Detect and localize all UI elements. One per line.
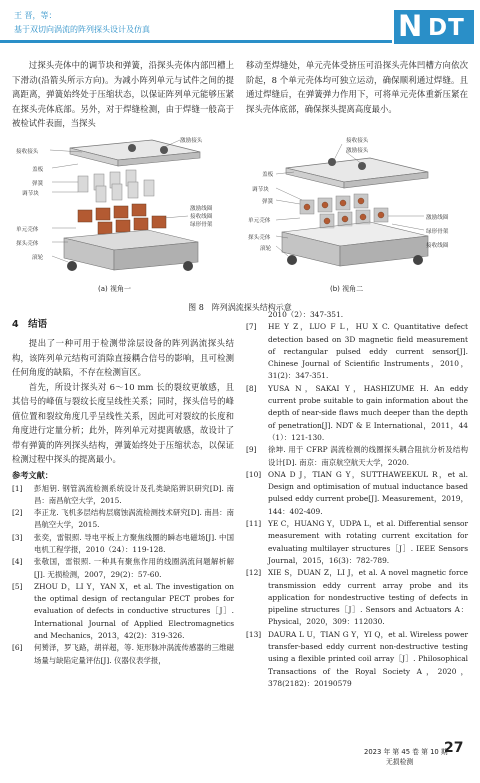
logo-dt: DT <box>428 15 465 41</box>
reference-item: [5] ZHOU D，LI Y，YAN X，et al. The investigation on the optimal design of rectangular PECT probes for evaluation of defects in conductive structures［J］. International Journal of Applied Electromagnetics and Mechanics，2013，42(2)：319-326. <box>12 581 234 641</box>
label-b-adjust: 调节块 <box>252 187 269 193</box>
figure-caption: 图 8 阵列涡流探头结构示意 <box>188 303 292 312</box>
reference-item: 2010（2）：347-351. <box>268 310 344 319</box>
label-b-coil2: 接收线圈 <box>426 243 449 249</box>
journal-logo <box>394 10 474 44</box>
reference-item: [6] 何赟泽，罗飞路，胡祥超，等. 矩形脉冲涡流传感器的三维磁场量与缺陷定量评估[J]. 仪器仪表学报， <box>12 643 234 665</box>
label-b-coil: 激励线圈 <box>426 215 449 221</box>
page-number: 27 <box>444 740 464 756</box>
references-left-list <box>12 483 234 667</box>
header-rule <box>0 40 392 43</box>
label-b-spring: 弹簧 <box>262 199 274 205</box>
label-a-coil2: 接收线圈 <box>190 214 213 220</box>
label-b-excite: 激励接头 <box>346 148 369 154</box>
reference-item: [2] 李正龙. 飞机多层结构层腐蚀涡流检测技术研究[D]. 南昌：南昌航空大学，2015. <box>12 508 234 530</box>
label-a-ferrite: 绿形骨架 <box>190 222 213 228</box>
label-b-receive: 接收接头 <box>346 138 369 144</box>
label-b-unit-shell: 单元壳体 <box>248 218 271 224</box>
conclusion-para-2: 首先，所设计探头对 6～10 mm 长的裂纹更敏感，且其信号的峰值与裂纹长度呈线性关系；同时，探头信号的峰值位置和裂纹角度几乎呈线性关系，因此可对裂纹的长度和角度进行定量分析；此外，阵列单元对提离敏感，故设计了带有弹簧的阵列探头结构，弹簧始终处于压缩状态，以保证检测过程中探头的提离最小。 <box>12 381 234 464</box>
references-right-list <box>246 309 468 690</box>
page-header <box>0 0 480 56</box>
reference-item: [8] YUSA N，SAKAI Y，HASHIZUME H. An eddy current probe suitable to gain information about the depth of near-side flaws much deeper than the depth of penetration[J]. NDT & E International，2011，44（1）：121-130. <box>246 383 468 442</box>
reference-item: [7] HE Y Z，LUO F L，HU X C. Quantitative defect detection based on 3D magnetic field measurement of rectangular pulsed eddy current sensor[J]. Chinese Journal of Scientific Instruments，2010，31(2)：347-351. <box>246 322 468 381</box>
label-a-probe-shell: 探头壳体 <box>16 241 39 247</box>
section-heading: 4 结语 <box>12 319 48 330</box>
header-authors: 王 晋，等： <box>14 11 57 20</box>
reference-item: [1] 彭旭钥. 钢管涡流检测系统设计及孔类缺陷辨识研究[D]. 南昌：南昌航空大学，2015. <box>12 483 234 505</box>
logo-n: N <box>398 9 423 43</box>
body-right-top: 移动至焊缝处，单元壳体受挤压可沿探头壳体凹槽方向依次阶起，8 个单元壳体均可独立运动，确保顺利通过焊缝。且通过焊缝后，在弹簧弹力作用下，可将单元壳体重新压紧在探头壳体底部，确保探头提离高度最小。 <box>246 60 468 114</box>
reference-item: [11] YE C，HUANG Y，UDPA L，et al. Differential sensor measurement with rotating current excitation for evaluating multilayer structures［J］. IEEE Sensors Journal，2015，16(3)：782-789. <box>246 519 468 565</box>
label-a-roller: 滚轮 <box>32 255 44 261</box>
footer-journal: 无损检测 <box>386 758 414 766</box>
label-a-excite: 激励接头 <box>180 138 203 144</box>
label-a-spring: 弹簧 <box>32 181 44 187</box>
label-a-cover: 盖板 <box>32 167 44 173</box>
label-a-unit-shell: 单元壳体 <box>16 227 39 233</box>
reference-item: [13] DAURA L U，TIAN G Y，YI Q，et al. Wireless power transfer-based eddy current non-destructive testing using a flexible printed coil array［J］. Philosophical Transactions of the Royal Society A，2020，378(2182)：20190579 <box>246 629 468 688</box>
references-heading: 参考文献： <box>12 469 53 480</box>
left-column <box>12 316 234 667</box>
reference-item: [4] 张敬国，雷银照. 一种具有聚焦作用的线圈涡流问题解析解[J]. 无损检测，2007，29(2)：57-60. <box>12 557 234 579</box>
reference-item: [12] XIE S，DUAN Z，LI J，et al. A novel magnetic force transmission eddy current array probe and its application for nondestructive testing of defects in pipeline structures［J］. Sensors and Actuators A：Physical，2020，309：112030. <box>246 568 468 627</box>
label-a-coil1: 激励线圈 <box>190 206 213 212</box>
label-b-roller: 滚轮 <box>260 246 272 252</box>
figure-8 <box>12 138 468 312</box>
label-a-adjust: 调节块 <box>22 191 39 197</box>
label-b-cover: 盖板 <box>262 172 274 178</box>
subcaption-b: (b) 视角二 <box>330 285 364 293</box>
reference-item: [9] 徐坤. 用于 CFRP 涡流检测的线圈探头耦合阻抗分析及结构设计[D]. 南京：南京航空航天大学，2020. <box>246 445 468 467</box>
label-b-ferrite: 绿形骨架 <box>426 229 449 235</box>
conclusion-para-1: 提出了一种可用于检测带涂层设备的阵列涡流探头结构，该阵列单元结构可消除直接耦合信号的影响，且可检测任何角度的缺陷，不存在检测盲区。 <box>12 338 234 377</box>
header-title: 基于双切向涡流的阵列探头设计及仿真 <box>14 25 150 34</box>
subcaption-a: (a) 视角一 <box>98 285 131 293</box>
label-a-receive: 接收接头 <box>16 149 39 155</box>
reference-item: [3] 张奕，雷银照. 导电平板上方聚焦线圈的瞬态电磁场[J]. 中国电机工程学报，2010（24）：119-128. <box>12 532 234 554</box>
body-left-top: 过探头壳体中的调节块和弹簧，沿探头壳体内部凹槽上下滑动(沿箭头所示方向)。为减小阵列单元与试件之间的提离距离，弹簧始终处于压缩状态，以保证阵列单元能够压紧在探头壳体底部。另外，对于焊缝检测，由于焊缝一般高于被检试件表面，当探头 <box>12 60 234 128</box>
label-b-probe-shell: 探头壳体 <box>248 235 271 241</box>
page-footer <box>364 740 470 770</box>
reference-item: [10] ONA D J，TIAN G Y，SUTTHAWEEKUL R，et al. Design and optimisation of mutual inductance based pulsed eddy current probe[J]. Measurement，2019，144：402-409. <box>246 469 468 516</box>
footer-issue: 2023 年 第 45 卷 第 10 期 <box>364 748 448 756</box>
